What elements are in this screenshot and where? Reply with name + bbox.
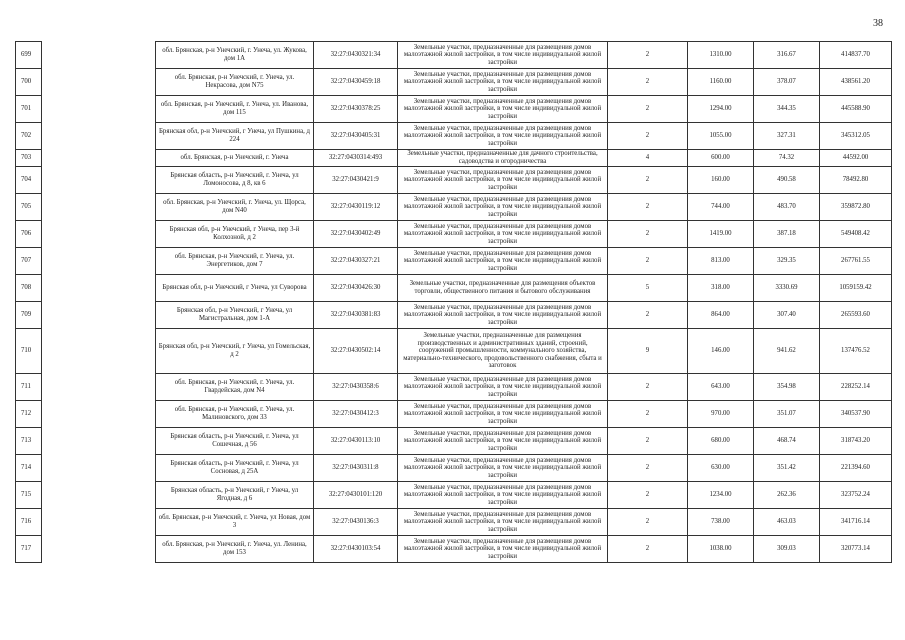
cadastral-number-cell: 32:27:0430327:21 bbox=[314, 248, 398, 275]
address-cell: Брянская область, р-н Унечский, г. Унеча, ул Сосновая, д 25А bbox=[156, 455, 314, 482]
row-number-cell: 709 bbox=[16, 302, 42, 329]
row-number-cell: 716 bbox=[16, 509, 42, 536]
specific-value-cell: 463.03 bbox=[754, 509, 820, 536]
table-row bbox=[16, 275, 892, 302]
spacer-cell bbox=[42, 167, 156, 194]
group-cell: 2 bbox=[608, 123, 688, 150]
area-cell: 1310.00 bbox=[688, 42, 754, 69]
address-cell: Брянская обл, р-н Унечский, г Унеча, пер 3-й Колхозной, д 2 bbox=[156, 221, 314, 248]
specific-value-cell: 351.42 bbox=[754, 455, 820, 482]
area-cell: 1160.00 bbox=[688, 69, 754, 96]
area-cell: 1038.00 bbox=[688, 536, 754, 563]
table-row bbox=[16, 536, 892, 563]
cadastral-value-cell: 438561.20 bbox=[820, 69, 892, 96]
group-cell: 9 bbox=[608, 329, 688, 374]
address-cell: обл. Брянская, р-н Унечский, г. Унеча bbox=[156, 150, 314, 167]
table-row bbox=[16, 150, 892, 167]
spacer-cell bbox=[42, 221, 156, 248]
group-cell: 2 bbox=[608, 69, 688, 96]
table-row bbox=[16, 329, 892, 374]
address-cell: обл. Брянская, р-н Унечский, г. Унеча, ул. Гвардейская, дом N4 bbox=[156, 374, 314, 401]
spacer-cell bbox=[42, 509, 156, 536]
spacer-cell bbox=[42, 42, 156, 69]
row-number-cell: 704 bbox=[16, 167, 42, 194]
specific-value-cell: 941.62 bbox=[754, 329, 820, 374]
specific-value-cell: 354.98 bbox=[754, 374, 820, 401]
specific-value-cell: 309.03 bbox=[754, 536, 820, 563]
specific-value-cell: 327.31 bbox=[754, 123, 820, 150]
land-use-cell: Земельные участки, предназначенные для размещения домов малоэтажной жилой застройки, в том числе индивидуальной жилой застройки bbox=[398, 221, 608, 248]
address-cell: Брянская обл, р-н Унечский, г Унеча, ул Пушкина, д 224 bbox=[156, 123, 314, 150]
table-row bbox=[16, 482, 892, 509]
row-number-cell: 705 bbox=[16, 194, 42, 221]
group-cell: 2 bbox=[608, 482, 688, 509]
cadastral-number-cell: 32:27:0430358:6 bbox=[314, 374, 398, 401]
land-use-cell: Земельные участки, предназначенные для размещения домов малоэтажной жилой застройки, в том числе индивидуальной жилой застройки bbox=[398, 96, 608, 123]
cadastral-number-cell: 32:27:0430402:49 bbox=[314, 221, 398, 248]
group-cell: 2 bbox=[608, 509, 688, 536]
spacer-cell bbox=[42, 536, 156, 563]
cadastral-value-cell: 445588.90 bbox=[820, 96, 892, 123]
cadastral-number-cell: 32:27:0430378:25 bbox=[314, 96, 398, 123]
group-cell: 4 bbox=[608, 150, 688, 167]
specific-value-cell: 344.35 bbox=[754, 96, 820, 123]
specific-value-cell: 490.58 bbox=[754, 167, 820, 194]
page-number: 38 bbox=[873, 18, 883, 29]
cadastral-number-cell: 32:27:0430136:3 bbox=[314, 509, 398, 536]
cadastral-value-cell: 359872.80 bbox=[820, 194, 892, 221]
area-cell: 970.00 bbox=[688, 401, 754, 428]
table-row bbox=[16, 401, 892, 428]
row-number-cell: 714 bbox=[16, 455, 42, 482]
cadastral-value-cell: 267761.55 bbox=[820, 248, 892, 275]
land-use-cell: Земельные участки, предназначенные для размещения домов малоэтажной жилой застройки, в том числе индивидуальной жилой застройки bbox=[398, 401, 608, 428]
group-cell: 2 bbox=[608, 428, 688, 455]
spacer-cell bbox=[42, 482, 156, 509]
land-use-cell: Земельные участки, предназначенные для размещения домов малоэтажной жилой застройки, в том числе индивидуальной жилой застройки bbox=[398, 536, 608, 563]
row-number-cell: 713 bbox=[16, 428, 42, 455]
land-use-cell: Земельные участки, предназначенные для размещения домов малоэтажной жилой застройки, в том числе индивидуальной жилой застройки bbox=[398, 167, 608, 194]
row-number-cell: 707 bbox=[16, 248, 42, 275]
area-cell: 744.00 bbox=[688, 194, 754, 221]
table-row bbox=[16, 221, 892, 248]
address-cell: обл. Брянская, р-н Унечский, г. Унеча, ул. Ленина, дом 153 bbox=[156, 536, 314, 563]
area-cell: 630.00 bbox=[688, 455, 754, 482]
area-cell: 318.00 bbox=[688, 275, 754, 302]
land-use-cell: Земельные участки, предназначенные для размещения домов малоэтажной жилой застройки, в том числе индивидуальной жилой застройки bbox=[398, 194, 608, 221]
table-row bbox=[16, 455, 892, 482]
row-number-cell: 706 bbox=[16, 221, 42, 248]
cadastral-value-cell: 345312.05 bbox=[820, 123, 892, 150]
specific-value-cell: 329.35 bbox=[754, 248, 820, 275]
address-cell: Брянская область, р-н Унечский, г. Унеча, ул Ломоносова, д 8, кв 6 bbox=[156, 167, 314, 194]
area-cell: 813.00 bbox=[688, 248, 754, 275]
address-cell: обл. Брянская, р-н Унечский, г. Унеча, ул Новая, дом 3 bbox=[156, 509, 314, 536]
land-use-cell: Земельные участки, предназначенные для размещения домов малоэтажной жилой застройки, в том числе индивидуальной жилой застройки bbox=[398, 428, 608, 455]
cadastral-value-table bbox=[15, 41, 892, 563]
spacer-cell bbox=[42, 69, 156, 96]
land-use-cell: Земельные участки, предназначенные для размещения домов малоэтажной жилой застройки, в том числе индивидуальной жилой застройки bbox=[398, 248, 608, 275]
table-row bbox=[16, 96, 892, 123]
land-use-cell: Земельные участки, предназначенные для размещения домов малоэтажной жилой застройки, в том числе индивидуальной жилой застройки bbox=[398, 482, 608, 509]
land-use-cell: Земельные участки, предназначенные для размещения домов малоэтажной жилой застройки, в том числе индивидуальной жилой застройки bbox=[398, 42, 608, 69]
address-cell: Брянская область, р-н Унечский, г Унеча, ул Ягодная, д 6 bbox=[156, 482, 314, 509]
row-number-cell: 710 bbox=[16, 329, 42, 374]
area-cell: 680.00 bbox=[688, 428, 754, 455]
address-cell: Брянская область, р-н Унечский, г. Унеча, ул Сошечная, д 56 bbox=[156, 428, 314, 455]
specific-value-cell: 3330.69 bbox=[754, 275, 820, 302]
cadastral-value-cell: 318743.20 bbox=[820, 428, 892, 455]
cadastral-value-cell: 137476.52 bbox=[820, 329, 892, 374]
group-cell: 2 bbox=[608, 302, 688, 329]
address-cell: Брянская обл, р-н Унечский, г Унеча, ул Магистральная, дом 1-А bbox=[156, 302, 314, 329]
spacer-cell bbox=[42, 275, 156, 302]
specific-value-cell: 387.18 bbox=[754, 221, 820, 248]
specific-value-cell: 262.36 bbox=[754, 482, 820, 509]
cadastral-value-cell: 265593.60 bbox=[820, 302, 892, 329]
group-cell: 2 bbox=[608, 248, 688, 275]
table-row bbox=[16, 248, 892, 275]
spacer-cell bbox=[42, 401, 156, 428]
cadastral-value-cell: 341716.14 bbox=[820, 509, 892, 536]
cadastral-number-cell: 32:27:0430314:493 bbox=[314, 150, 398, 167]
row-number-cell: 708 bbox=[16, 275, 42, 302]
cadastral-number-cell: 32:27:0430405:31 bbox=[314, 123, 398, 150]
cadastral-number-cell: 32:27:0430459:18 bbox=[314, 69, 398, 96]
table-row bbox=[16, 167, 892, 194]
specific-value-cell: 316.67 bbox=[754, 42, 820, 69]
table-row bbox=[16, 374, 892, 401]
cadastral-number-cell: 32:27:0430103:54 bbox=[314, 536, 398, 563]
table-row bbox=[16, 123, 892, 150]
cadastral-value-cell: 78492.80 bbox=[820, 167, 892, 194]
group-cell: 2 bbox=[608, 401, 688, 428]
land-use-cell: Земельные участки, предназначенные для размещения домов малоэтажной жилой застройки, в том числе индивидуальной жилой застройки bbox=[398, 302, 608, 329]
row-number-cell: 703 bbox=[16, 150, 42, 167]
land-use-cell: Земельные участки, предназначенные для размещения производственных и административных зданий, строений, сооружений промышленности, коммунального хозяйства, материально-технического, продовольственного снабжения, сбыта и заготовок bbox=[398, 329, 608, 374]
group-cell: 5 bbox=[608, 275, 688, 302]
cadastral-number-cell: 32:27:0430311:8 bbox=[314, 455, 398, 482]
land-use-cell: Земельные участки, предназначенные для размещения домов малоэтажной жилой застройки, в том числе индивидуальной жилой застройки bbox=[398, 69, 608, 96]
address-cell: Брянская обл, р-н Унечский, г Унеча, ул Гомельская, д 2 bbox=[156, 329, 314, 374]
address-cell: Брянская обл, р-н Унечский, г Унеча, ул Суворова bbox=[156, 275, 314, 302]
table-row bbox=[16, 42, 892, 69]
address-cell: обл. Брянская, р-н Унечский, г. Унеча, ул. Щорса, дом N40 bbox=[156, 194, 314, 221]
row-number-cell: 711 bbox=[16, 374, 42, 401]
cadastral-value-cell: 221394.60 bbox=[820, 455, 892, 482]
spacer-cell bbox=[42, 329, 156, 374]
group-cell: 2 bbox=[608, 96, 688, 123]
row-number-cell: 717 bbox=[16, 536, 42, 563]
table-row bbox=[16, 302, 892, 329]
row-number-cell: 699 bbox=[16, 42, 42, 69]
area-cell: 160.00 bbox=[688, 167, 754, 194]
address-cell: обл. Брянская, р-н Унечский, г. Унеча, ул. Жукова, дом 1А bbox=[156, 42, 314, 69]
specific-value-cell: 468.74 bbox=[754, 428, 820, 455]
row-number-cell: 700 bbox=[16, 69, 42, 96]
cadastral-number-cell: 32:27:0430412:3 bbox=[314, 401, 398, 428]
cadastral-number-cell: 32:27:0430421:9 bbox=[314, 167, 398, 194]
spacer-cell bbox=[42, 302, 156, 329]
area-cell: 146.00 bbox=[688, 329, 754, 374]
cadastral-number-cell: 32:27:0430381:83 bbox=[314, 302, 398, 329]
address-cell: обл. Брянская, р-н Унечский, г. Унеча, ул. Некрасова, дом N75 bbox=[156, 69, 314, 96]
spacer-cell bbox=[42, 194, 156, 221]
cadastral-value-cell: 549408.42 bbox=[820, 221, 892, 248]
cadastral-value-cell: 414837.70 bbox=[820, 42, 892, 69]
specific-value-cell: 351.07 bbox=[754, 401, 820, 428]
cadastral-value-cell: 320773.14 bbox=[820, 536, 892, 563]
row-number-cell: 715 bbox=[16, 482, 42, 509]
table-row bbox=[16, 69, 892, 96]
cadastral-number-cell: 32:27:0430321:34 bbox=[314, 42, 398, 69]
group-cell: 2 bbox=[608, 536, 688, 563]
specific-value-cell: 378.07 bbox=[754, 69, 820, 96]
spacer-cell bbox=[42, 150, 156, 167]
cadastral-value-cell: 44592.00 bbox=[820, 150, 892, 167]
table-row bbox=[16, 194, 892, 221]
row-number-cell: 702 bbox=[16, 123, 42, 150]
land-use-cell: Земельные участки, предназначенные для размещения домов малоэтажной жилой застройки, в том числе индивидуальной жилой застройки bbox=[398, 509, 608, 536]
land-use-cell: Земельные участки, предназначенные для размещения объектов торговли, общественного питания и бытового обслуживания bbox=[398, 275, 608, 302]
address-cell: обл. Брянская, р-н Унечский, г. Унеча, ул. Малиновского, дом 33 bbox=[156, 401, 314, 428]
table-row bbox=[16, 428, 892, 455]
area-cell: 1419.00 bbox=[688, 221, 754, 248]
spacer-cell bbox=[42, 374, 156, 401]
group-cell: 2 bbox=[608, 455, 688, 482]
specific-value-cell: 307.40 bbox=[754, 302, 820, 329]
specific-value-cell: 74.32 bbox=[754, 150, 820, 167]
group-cell: 2 bbox=[608, 42, 688, 69]
specific-value-cell: 483.70 bbox=[754, 194, 820, 221]
cadastral-number-cell: 32:27:0430426:30 bbox=[314, 275, 398, 302]
land-use-cell: Земельные участки, предназначенные для размещения домов малоэтажной жилой застройки, в том числе индивидуальной жилой застройки bbox=[398, 374, 608, 401]
cadastral-value-cell: 228252.14 bbox=[820, 374, 892, 401]
area-cell: 864.00 bbox=[688, 302, 754, 329]
spacer-cell bbox=[42, 455, 156, 482]
group-cell: 2 bbox=[608, 221, 688, 248]
row-number-cell: 712 bbox=[16, 401, 42, 428]
spacer-cell bbox=[42, 248, 156, 275]
area-cell: 1294.00 bbox=[688, 96, 754, 123]
area-cell: 600.00 bbox=[688, 150, 754, 167]
cadastral-value-cell: 1059159.42 bbox=[820, 275, 892, 302]
area-cell: 738.00 bbox=[688, 509, 754, 536]
group-cell: 2 bbox=[608, 194, 688, 221]
address-cell: обл. Брянская, р-н Унечский, г. Унеча, ул. Энергетиков, дом 7 bbox=[156, 248, 314, 275]
address-cell: обл. Брянская, р-н Унечский, г. Унеча, ул. Иванова, дом 115 bbox=[156, 96, 314, 123]
group-cell: 2 bbox=[608, 167, 688, 194]
area-cell: 1055.00 bbox=[688, 123, 754, 150]
cadastral-number-cell: 32:27:0430502:14 bbox=[314, 329, 398, 374]
spacer-cell bbox=[42, 123, 156, 150]
group-cell: 2 bbox=[608, 374, 688, 401]
table-body bbox=[16, 42, 892, 563]
cadastral-number-cell: 32:27:0430119:12 bbox=[314, 194, 398, 221]
table-row bbox=[16, 509, 892, 536]
area-cell: 1234.00 bbox=[688, 482, 754, 509]
cadastral-number-cell: 32:27:0430101:120 bbox=[314, 482, 398, 509]
land-use-cell: Земельные участки, предназначенные для размещения домов малоэтажной жилой застройки, в том числе индивидуальной жилой застройки bbox=[398, 455, 608, 482]
cadastral-value-cell: 323752.24 bbox=[820, 482, 892, 509]
area-cell: 643.00 bbox=[688, 374, 754, 401]
cadastral-number-cell: 32:27:0430113:10 bbox=[314, 428, 398, 455]
spacer-cell bbox=[42, 428, 156, 455]
cadastral-value-cell: 340537.90 bbox=[820, 401, 892, 428]
land-use-cell: Земельные участки, предназначенные для размещения домов малоэтажной жилой застройки, в том числе индивидуальной жилой застройки bbox=[398, 123, 608, 150]
row-number-cell: 701 bbox=[16, 96, 42, 123]
spacer-cell bbox=[42, 96, 156, 123]
land-use-cell: Земельные участки, предназначенные для дачного строительства, садоводства и огородничества bbox=[398, 150, 608, 167]
